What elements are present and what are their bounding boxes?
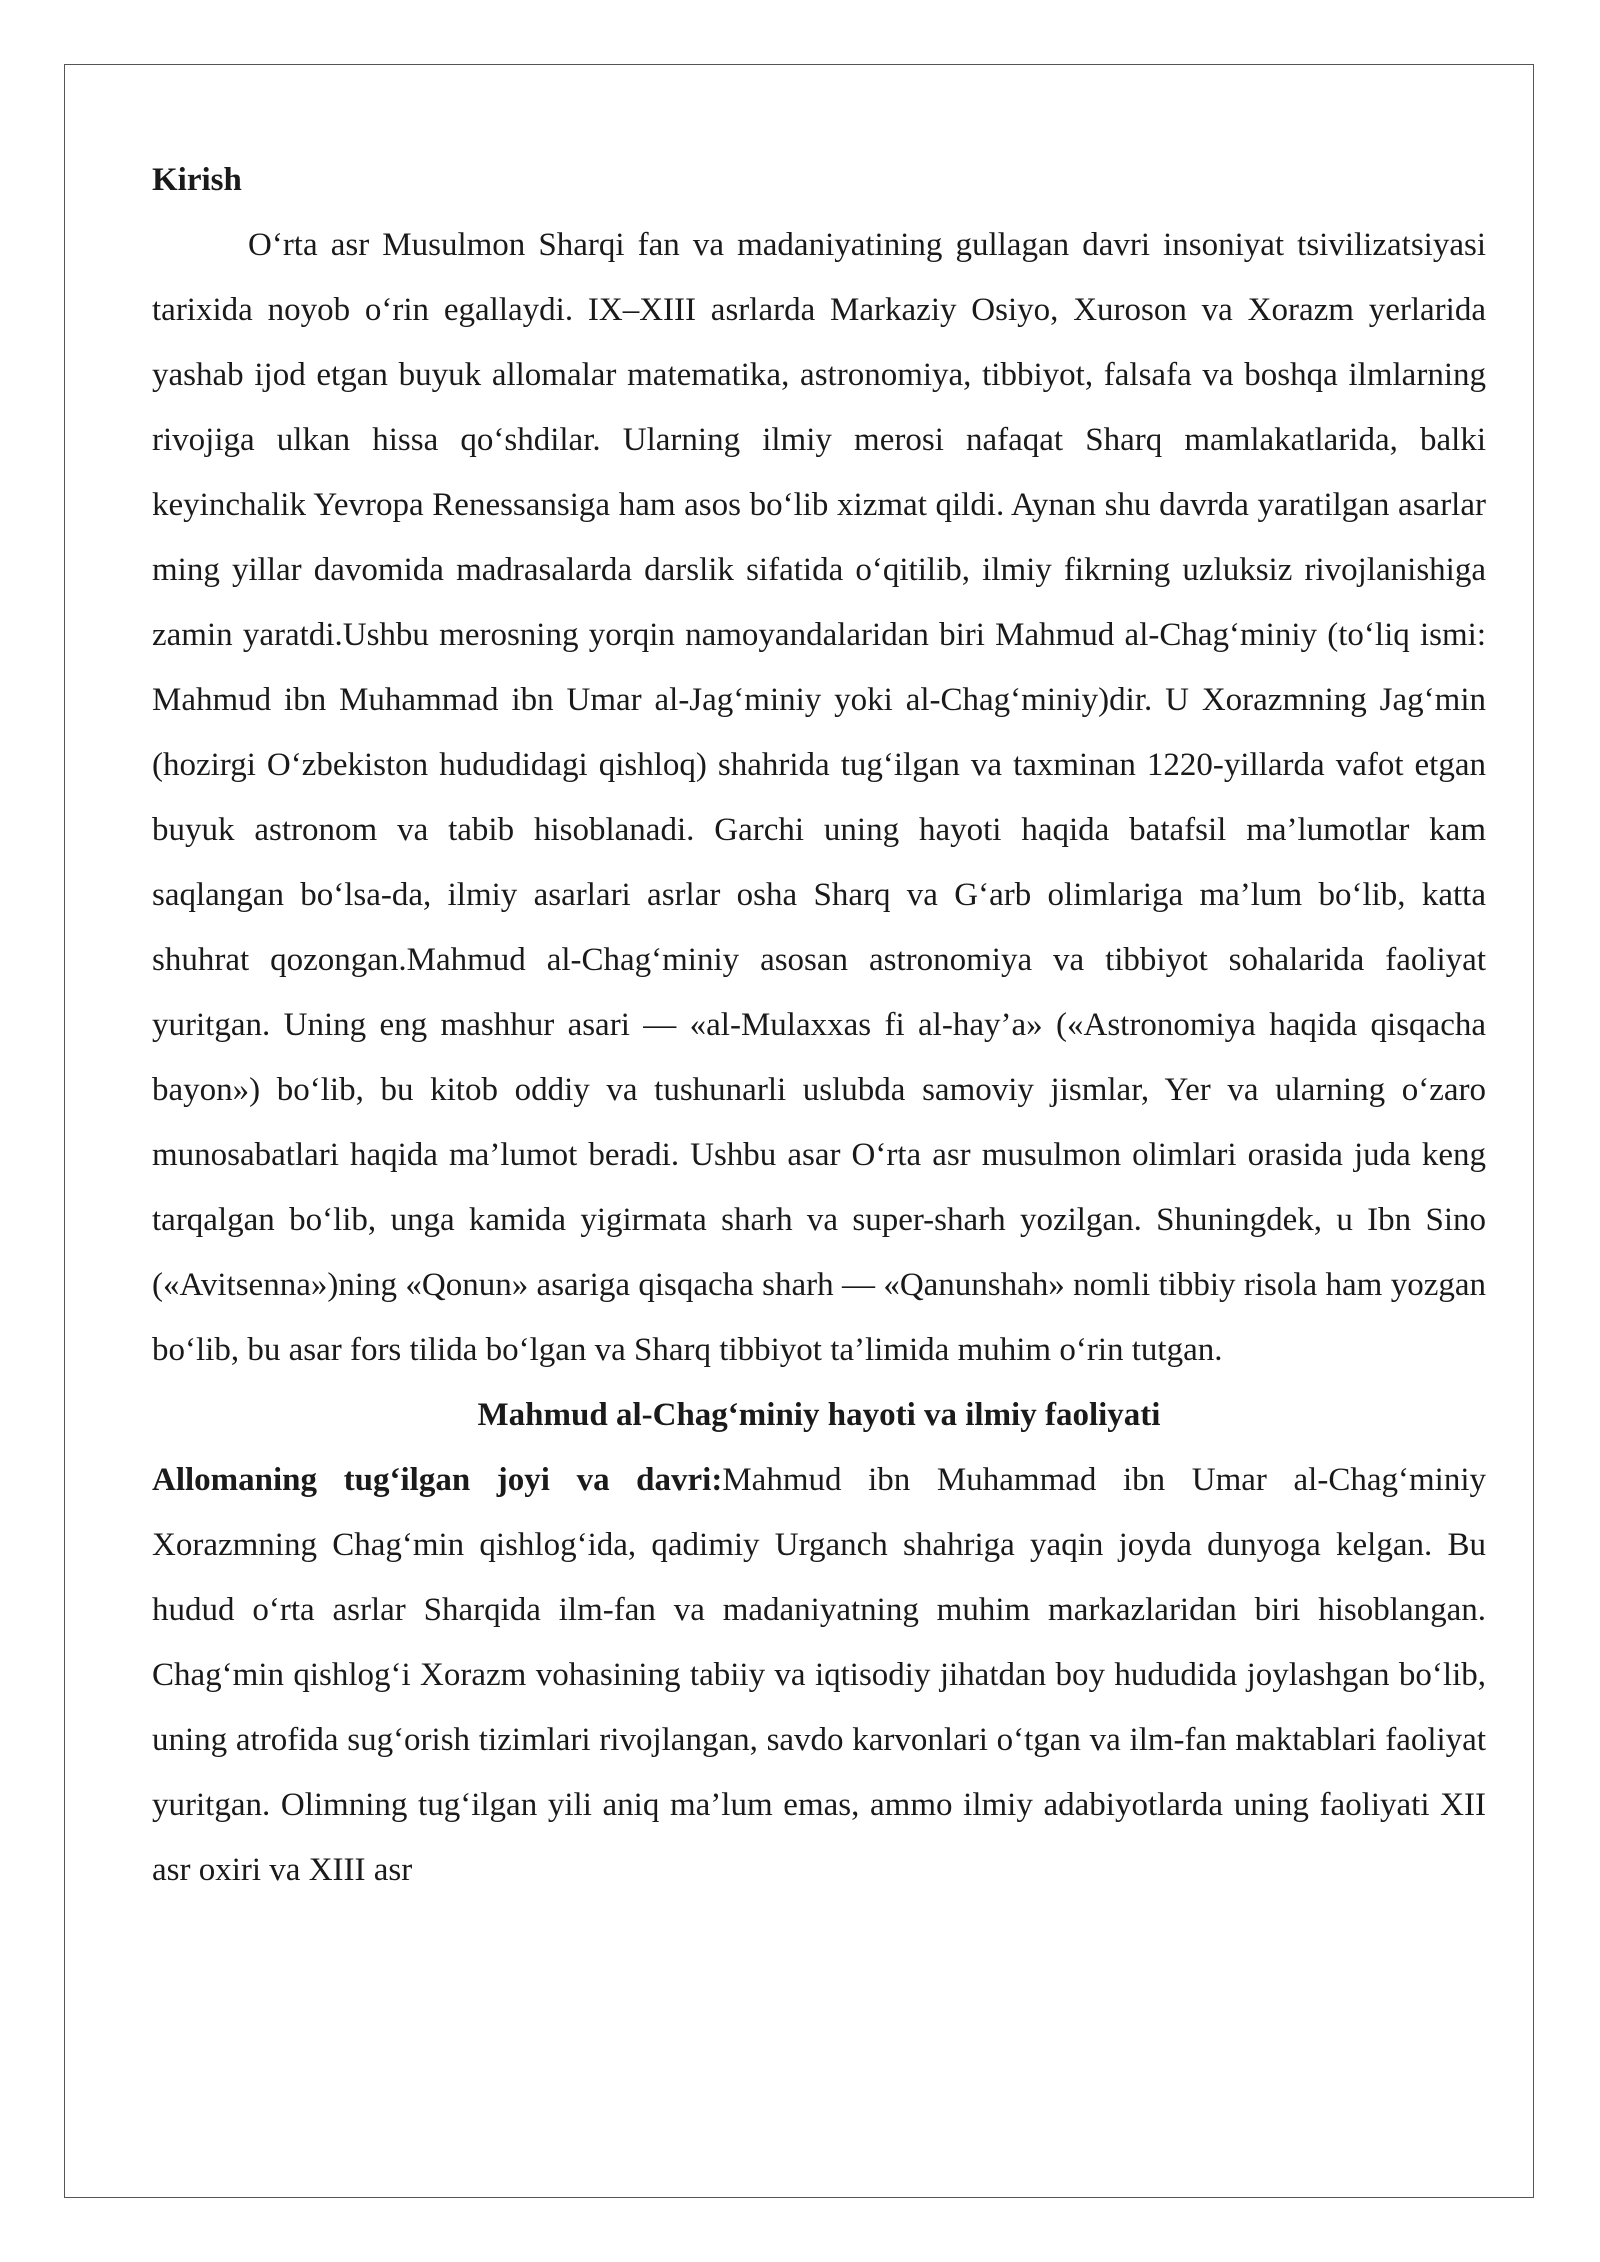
- document-body: [152, 148, 1486, 1903]
- intro-heading: Kirish: [152, 162, 242, 198]
- section-paragraph: [152, 1448, 1486, 1903]
- section-heading: Mahmud al-Chag‘miniy hayoti va ilmiy faoliyati: [477, 1397, 1161, 1433]
- section-lead-bold: Allomaning tug‘ilgan joyi va davri:: [152, 1462, 723, 1498]
- intro-paragraph: O‘rta asr Musulmon Sharqi fan va madaniyatining gullagan davri insoniyat tsivilizatsiyasi tarixida noyob o‘rin egallaydi. IX–XIII asrlarda Markaziy Osiyo, Xuroson va Xorazm yerlarida yashab ijod etgan buyuk allomalar matematika, astronomiya, tibbiyot, falsafa va boshqa ilmlarning rivojiga ulkan hissa qo‘shdilar. Ularning ilmiy merosi nafaqat Sharq mamlakatlarida, balki keyinchalik Yevropa Renessansiga ham asos bo‘lib xizmat qildi. Aynan shu davrda yaratilgan asarlar ming yillar davomida madrasalarda darslik sifatida o‘qitilib, ilmiy fikrning uzluksiz rivojlanishiga zamin yaratdi.Ushbu merosning yorqin namoyandalaridan biri Mahmud al-Chag‘miniy (to‘liq ismi: Mahmud ibn Muhammad ibn Umar al-Jag‘miniy yoki al-Chag‘miniy)dir. U Xorazmning Jag‘min (hozirgi O‘zbekiston hududidagi qishloq) shahrida tug‘ilgan va taxminan 1220-yillarda vafot etgan buyuk astronom va tabib hisoblanadi. Garchi uning hayoti haqida batafsil ma’lumotlar kam saqlangan bo‘lsa-da, ilmiy asarlari asrlar osha Sharq va G‘arb olimlariga ma’lum bo‘lib, katta shuhrat qozongan.Mahmud al-Chag‘miniy asosan astronomiya va tibbiyot sohalarida faoliyat yuritgan. Uning eng mashhur asari — «al-Mulaxxas fi al-hay’a» («Astronomiya haqida qisqacha bayon») bo‘lib, bu kitob oddiy va tushunarli uslubda samoviy jismlar, Yer va ularning o‘zaro munosabatlari haqida ma’lumot beradi. Ushbu asar O‘rta asr musulmon olimlari orasida juda keng tarqalgan bo‘lib, unga kamida yigirmata sharh va super-sharh yozilgan. Shuningdek, u Ibn Sino («Avitsenna»)ning «Qonun» asariga qisqacha sharh — «Qanunshah» nomli tibbiy risola ham yozgan bo‘lib, bu asar fors tilida bo‘lgan va Sharq tibbiyot ta’limida muhim o‘rin tutgan.: [152, 227, 1486, 1368]
- section-paragraph-text: Mahmud ibn Muhammad ibn Umar al-Chag‘miniy Xorazmning Chag‘min qishlog‘ida, qadimiy Urganch shahriga yaqin joyda dunyoga kelgan. Bu hudud o‘rta asrlar Sharqida ilm-fan va madaniyatning muhim markazlaridan biri hisoblangan. Chag‘min qishlog‘i Xorazm vohasining tabiiy va iqtisodiy jihatdan boy hududida joylashgan bo‘lib, uning atrofida sug‘orish tizimlari rivojlangan, savdo karvonlari o‘tgan va ilm-fan maktablari faoliyat yuritgan. Olimning tug‘ilgan yili aniq ma’lum emas, ammo ilmiy adabiyotlarda uning faoliyati XII asr oxiri va XIII asr: [152, 1462, 1486, 1888]
